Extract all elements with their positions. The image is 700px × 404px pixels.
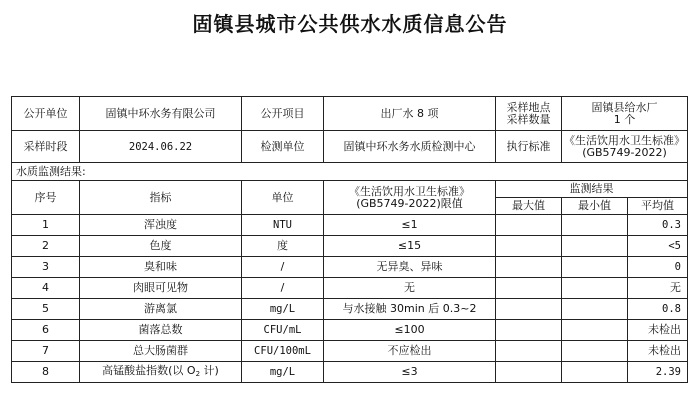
row-unit: mg/L (242, 362, 324, 383)
standard-value (562, 131, 688, 163)
time-value: 2024.06.22 (80, 131, 242, 163)
row-no: 1 (12, 215, 80, 236)
row-limit: ≤100 (324, 320, 496, 341)
site-value-line-2: 1 个 (613, 112, 636, 126)
row-indicator: 游离氯 (80, 299, 242, 320)
row-limit: ≤1 (324, 215, 496, 236)
row-indicator: 臭和味 (80, 257, 242, 278)
row-avg: 未检出 (628, 341, 688, 362)
row-indicator: 菌落总数 (80, 320, 242, 341)
row-avg: 0 (628, 257, 688, 278)
col-min: 最小值 (562, 198, 628, 215)
row-min (562, 299, 628, 320)
row-min (562, 341, 628, 362)
row-indicator-tail: 计) (200, 363, 219, 377)
row-avg: <5 (628, 236, 688, 257)
row-max (496, 278, 562, 299)
row-avg: 0.8 (628, 299, 688, 320)
site-label-line-2: 采样数量 (506, 112, 551, 126)
table-row (12, 257, 688, 278)
row-indicator (80, 362, 242, 383)
standard-line-2: (GB5749-2022) (582, 145, 667, 159)
row-max (496, 362, 562, 383)
col-unit: 单位 (242, 181, 324, 215)
col-avg: 平均值 (628, 198, 688, 215)
row-min (562, 215, 628, 236)
table-row (12, 341, 688, 362)
unit-label: 检测单位 (242, 131, 324, 163)
col-limit (324, 181, 496, 215)
row-no: 4 (12, 278, 80, 299)
row-indicator: 总大肠菌群 (80, 341, 242, 362)
row-no: 5 (12, 299, 80, 320)
row-indicator: 色度 (80, 236, 242, 257)
row-max (496, 320, 562, 341)
row-limit: 无 (324, 278, 496, 299)
table-row (12, 278, 688, 299)
row-limit: 与水接触 30min 后 0.3~2 (324, 299, 496, 320)
item-label: 公开项目 (242, 97, 324, 131)
row-indicator: 浑浊度 (80, 215, 242, 236)
row-unit: mg/L (242, 299, 324, 320)
row-no: 6 (12, 320, 80, 341)
col-results: 监测结果 (496, 181, 688, 198)
page-title: 固镇县城市公共供水水质信息公告 (192, 12, 508, 36)
col-limit-line-2: (GB5749-2022)限值 (356, 196, 463, 210)
column-header-row-1 (12, 181, 688, 198)
row-avg: 未检出 (628, 320, 688, 341)
row-unit: / (242, 257, 324, 278)
row-max (496, 257, 562, 278)
row-min (562, 257, 628, 278)
row-limit: ≤15 (324, 236, 496, 257)
col-max: 最大值 (496, 198, 562, 215)
row-min (562, 320, 628, 341)
standard-label: 执行标准 (496, 131, 562, 163)
item-value: 出厂水 8 项 (324, 97, 496, 131)
unit-value: 固镇中环水务水质检测中心 (324, 131, 496, 163)
table-row (12, 362, 688, 383)
row-indicator: 肉眼可见物 (80, 278, 242, 299)
col-indicator: 指标 (80, 181, 242, 215)
row-min (562, 362, 628, 383)
site-label-line-1: 采样地点 (506, 100, 551, 114)
row-limit: 无异臭、异味 (324, 257, 496, 278)
row-max (496, 341, 562, 362)
publisher-label: 公开单位 (12, 97, 80, 131)
row-unit: 度 (242, 236, 324, 257)
row-max (496, 236, 562, 257)
col-limit-line-1: 《生活饮用水卫生标准》 (349, 184, 470, 198)
row-limit: ≤3 (324, 362, 496, 383)
row-no: 2 (12, 236, 80, 257)
site-value (562, 97, 688, 131)
info-row-time (12, 131, 688, 163)
row-min (562, 278, 628, 299)
row-unit: / (242, 278, 324, 299)
info-row-publisher (12, 97, 688, 131)
row-min (562, 236, 628, 257)
row-max (496, 215, 562, 236)
row-unit: CFU/100mL (242, 341, 324, 362)
table-row (12, 215, 688, 236)
time-label: 采样时段 (12, 131, 80, 163)
row-avg: 2.39 (628, 362, 688, 383)
row-max (496, 299, 562, 320)
row-unit: NTU (242, 215, 324, 236)
row-no: 7 (12, 341, 80, 362)
row-no: 8 (12, 362, 80, 383)
site-label (496, 97, 562, 131)
section-label: 水质监测结果: (12, 163, 688, 181)
row-unit: CFU/mL (242, 320, 324, 341)
water-quality-table (11, 96, 688, 383)
table-row (12, 299, 688, 320)
row-no: 3 (12, 257, 80, 278)
site-value-line-1: 固镇县给水厂 (591, 100, 658, 114)
col-no: 序号 (12, 181, 80, 215)
standard-line-1: 《生活饮用水卫生标准》 (564, 133, 685, 147)
row-indicator-main: 高锰酸盐指数(以 O (102, 363, 196, 377)
publisher-value: 固镇中环水务有限公司 (80, 97, 242, 131)
table-row (12, 236, 688, 257)
row-indicator-subscript: 2 (195, 369, 201, 378)
row-avg: 无 (628, 278, 688, 299)
section-row (12, 163, 688, 181)
row-limit: 不应检出 (324, 341, 496, 362)
row-avg: 0.3 (628, 215, 688, 236)
table-row (12, 320, 688, 341)
